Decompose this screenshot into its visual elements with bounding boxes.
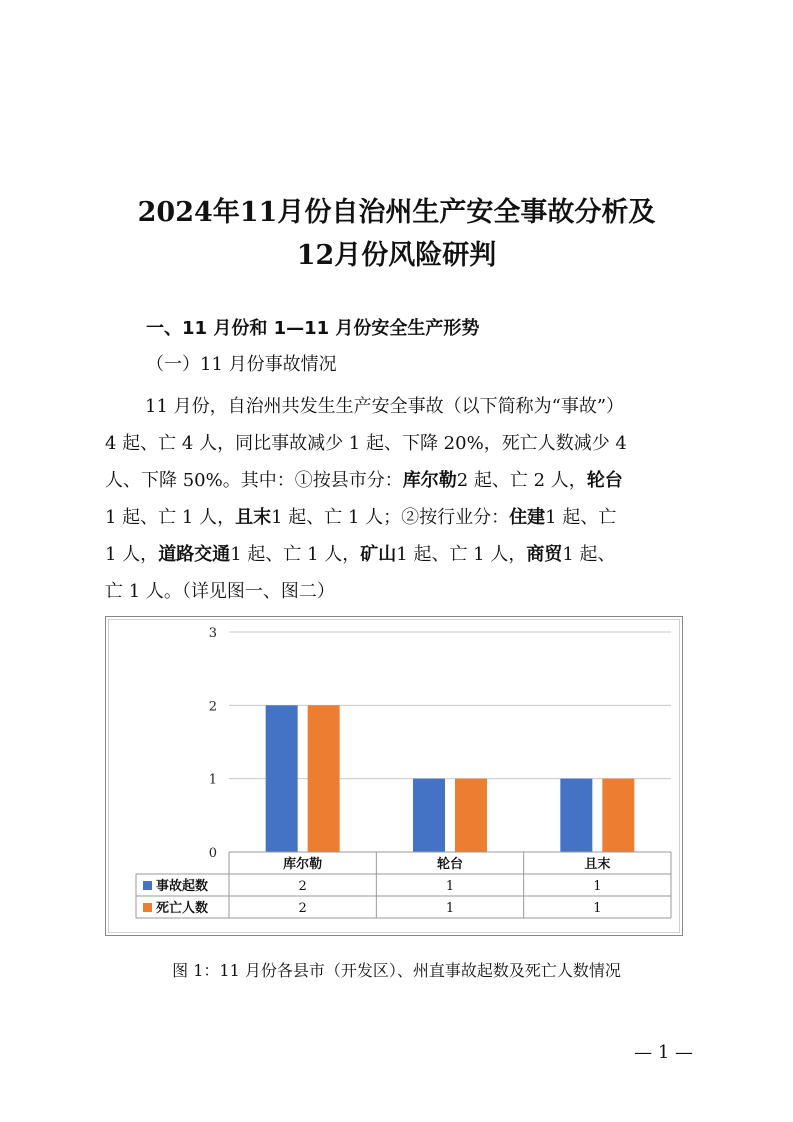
subsection-heading: （一）11 月份事故情况 xyxy=(146,354,337,375)
para-text: 1 起、亡 1 人；②按行业分： xyxy=(271,507,510,528)
legend-swatch xyxy=(143,881,152,890)
y-tick-label: 3 xyxy=(208,626,217,641)
bar xyxy=(308,705,340,852)
para-bold: 商贸 xyxy=(526,544,563,565)
data-label: 1 xyxy=(593,879,602,894)
para-bold: 库尔勒 xyxy=(402,470,457,491)
legend-swatch xyxy=(143,903,152,912)
bar xyxy=(455,779,487,852)
document-title-line2: 12月份风险研判 xyxy=(296,240,497,271)
data-label: 2 xyxy=(298,901,307,916)
data-label: 1 xyxy=(593,901,602,916)
data-label: 2 xyxy=(298,879,307,894)
para-line xyxy=(105,536,695,573)
para-text: 1 人， xyxy=(105,544,159,565)
section-heading: 一、11 月份和 1—11 月份安全生产形势 xyxy=(146,318,480,339)
chart-frame xyxy=(105,616,683,936)
para-line: 11 月份，自治州共发生生产安全事故（以下简称为“事故”） xyxy=(145,396,625,417)
bar-chart xyxy=(106,617,684,937)
y-tick-label: 0 xyxy=(208,846,217,861)
para-line xyxy=(105,462,695,499)
data-label: 1 xyxy=(445,879,455,894)
bar xyxy=(266,705,298,852)
para-bold: 住建 xyxy=(509,507,546,528)
para-bold: 矿山 xyxy=(360,544,397,565)
para-bold: 且末 xyxy=(235,507,272,528)
para-text: 1 起、亡 1 人， xyxy=(105,507,236,528)
y-tick-label: 2 xyxy=(208,699,217,715)
para-line: 4 起、亡 4 人，同比事故减少 1 起、下降 20%，死亡人数减少 4 xyxy=(105,433,627,454)
data-label: 1 xyxy=(445,901,455,916)
bar xyxy=(602,779,634,852)
para-bold: 道路交通 xyxy=(158,544,231,565)
figure-caption: 图 1：11 月份各县市（开发区）、州直事故起数及死亡人数情况 xyxy=(172,961,621,980)
bar xyxy=(413,779,445,852)
para-line xyxy=(105,499,695,536)
para-text: 1 起、亡 1 人， xyxy=(396,544,527,565)
category-label: 且末 xyxy=(584,857,611,872)
page-number: — 1 — xyxy=(634,1042,693,1063)
para-bold: 轮台 xyxy=(586,470,623,491)
para-text: 1 起、亡 xyxy=(545,507,617,528)
legend-label: 死亡人数 xyxy=(156,901,209,916)
bar xyxy=(560,779,592,852)
y-tick-label: 1 xyxy=(208,772,217,788)
para-text: 人、下降 50%。其中：①按县市分： xyxy=(105,470,403,491)
para-text: 1 起、 xyxy=(562,544,616,565)
legend-label: 事故起数 xyxy=(156,879,209,894)
para-line: 亡 1 人。（详见图一、图二） xyxy=(105,581,335,602)
document-title-line1: 2024年11月份自治州生产安全事故分析及 xyxy=(137,197,656,228)
category-label: 库尔勒 xyxy=(283,857,323,872)
para-text: 1 起、亡 1 人， xyxy=(230,544,361,565)
category-label: 轮台 xyxy=(436,857,464,872)
para-text: 2 起、亡 2 人， xyxy=(456,470,587,491)
body-paragraph xyxy=(105,388,695,610)
